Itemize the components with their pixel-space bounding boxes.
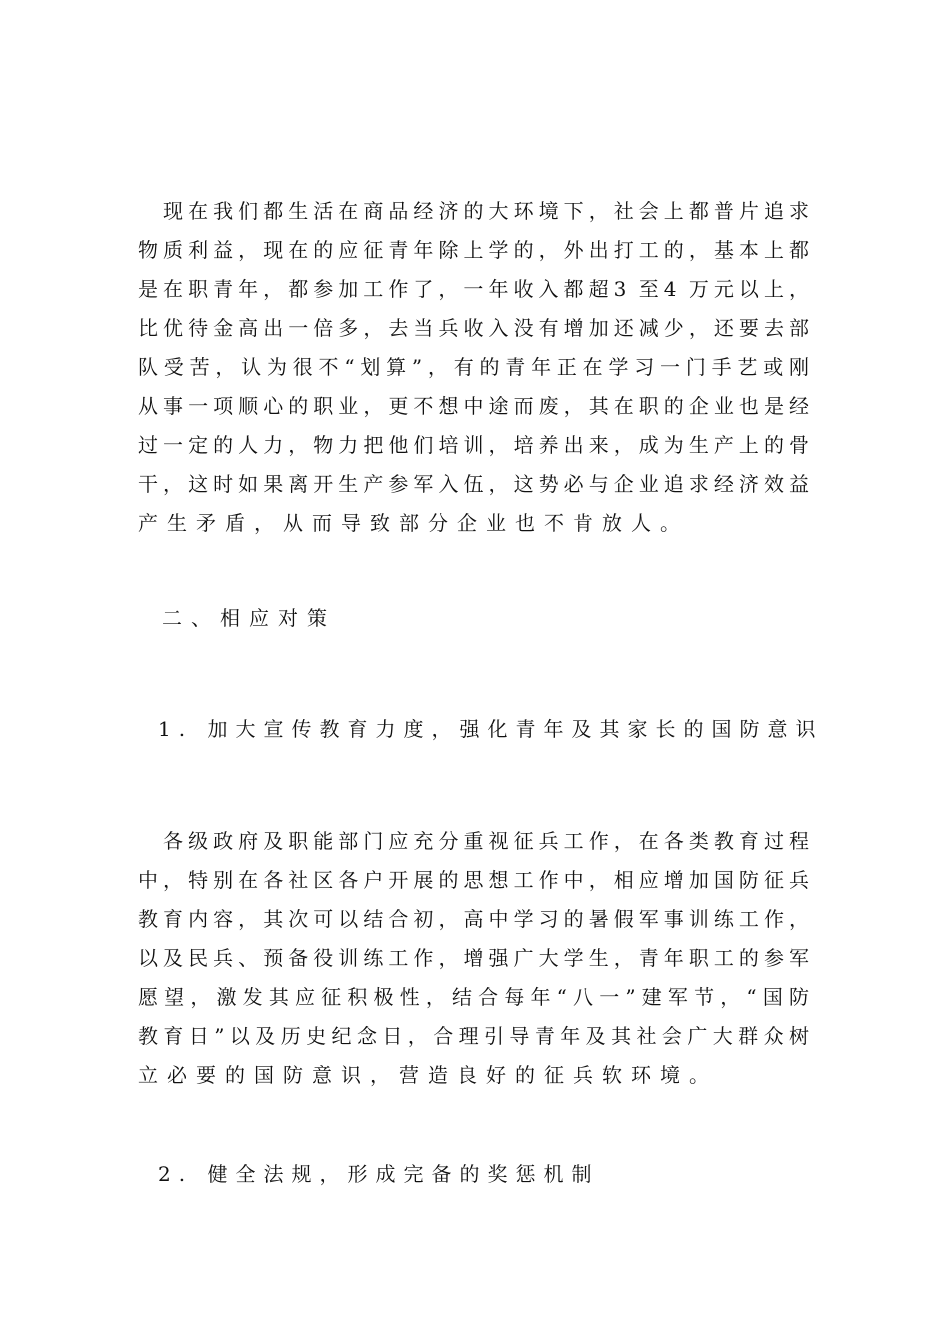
paragraph-line: 从事一项顺心的职业，更不想中途而废，其在职的企业也是经: [138, 394, 810, 418]
paragraph-line: 现在我们都生活在商品经济的大环境下，社会上都普片追求: [138, 199, 810, 223]
paragraph-line: 产生矛盾，从而导致部分企业也不肯放人。: [138, 511, 689, 535]
subheading-2: 2. 健全法规，形成完备的奖惩机制: [158, 1162, 600, 1186]
subheading-1: 1. 加大宣传教育力度，强化青年及其家长的国防意识: [158, 717, 824, 741]
paragraph-line: 干，这时如果离开生产参军入伍，这势必与企业追求经济效益: [138, 472, 810, 496]
paragraph-line: 队受苦，认为很不“划算”，有的青年正在学习一门手艺或刚: [138, 355, 810, 379]
section-heading: 二、相应对策: [162, 606, 336, 630]
paragraph-line: 是在职青年，都参加工作了，一年收入都超3 至4 万元以上，: [138, 277, 810, 301]
paragraph-line: 各级政府及职能部门应充分重视征兵工作，在各类教育过程: [138, 829, 810, 853]
paragraph-line: 物质利益，现在的应征青年除上学的，外出打工的，基本上都: [138, 238, 810, 262]
paragraph-line: 以及民兵、预备役训练工作，增强广大学生，青年职工的参军: [138, 946, 810, 970]
paragraph-line: 过一定的人力，物力把他们培训，培养出来，成为生产上的骨: [138, 433, 810, 457]
paragraph-line: 愿望，激发其应征积极性，结合每年“八一”建军节，“国防: [138, 985, 810, 1009]
paragraph-line: 中，特别在各社区各户开展的思想工作中，相应增加国防征兵: [138, 868, 810, 892]
paragraph-line: 比优待金高出一倍多，去当兵收入没有增加还减少，还要去部: [138, 316, 810, 340]
paragraph-line: 教育日”以及历史纪念日，合理引导青年及其社会广大群众树: [138, 1024, 810, 1048]
paragraph-line: 教育内容，其次可以结合初，高中学习的暑假军事训练工作，: [138, 907, 810, 931]
paragraph-line: 立必要的国防意识，营造良好的征兵软环境。: [138, 1063, 718, 1087]
